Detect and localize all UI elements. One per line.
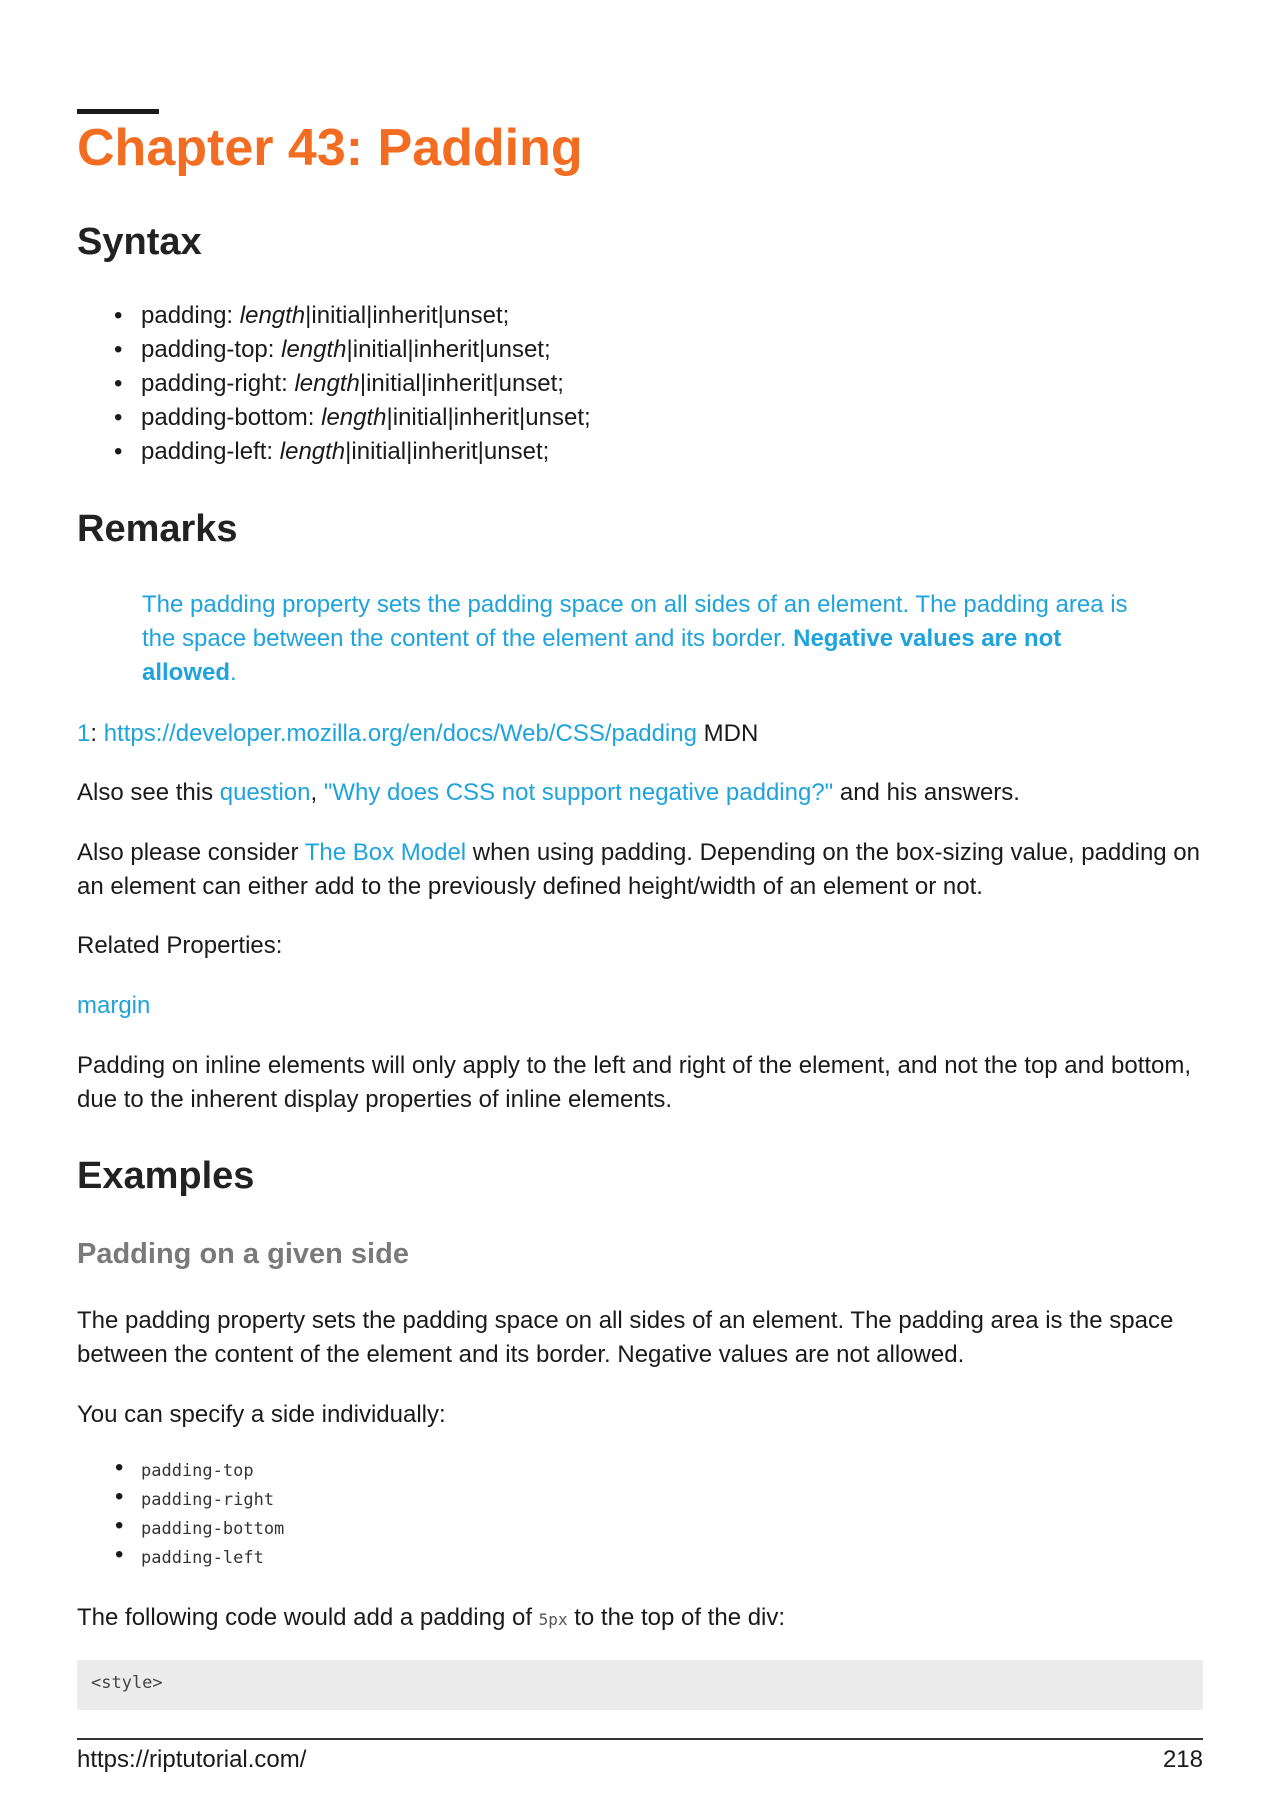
margin-link[interactable]: margin [77,992,151,1019]
syntax-item: • padding-right: length|initial|inherit|unset; [77,367,591,401]
footnote-link[interactable]: 1 [77,720,91,747]
example-intro: The padding property sets the padding space on all sides of an element. The padding area is the space between the content of the element and its border. Negative values are not allowed. [77,1307,1174,1368]
sides-list [77,1457,284,1573]
remarks-quote: The padding property sets the padding space on all sides of an element. The padding area is the space between the content of the element and its border. Negative values are not allowed. [142,591,1128,686]
box-model-link[interactable]: The Box Model [304,839,467,866]
see-also-paragraph: Also see this question, "Why does CSS not support negative padding?" and his answers. [77,779,1020,806]
negative-padding-link[interactable]: "Why does CSS not support negative padding?" [323,779,834,806]
footer-url[interactable]: https://riptutorial.com/ [77,1746,307,1773]
chapter-rule [77,109,159,114]
related-label: Related Properties: [77,932,283,959]
side-item: • padding-right [77,1486,284,1515]
code-line: <style> [91,1673,163,1693]
inline-note: Padding on inline elements will only apply to the left and right of the element, and not the top and bottom, due to the inherent display properties of inline elements. [77,1052,1192,1113]
following-text: The following code would add a padding of 5px to the top of the div: [77,1604,786,1631]
examples-heading: Examples [77,1155,255,1197]
footer-rule [77,1738,1203,1740]
chapter-title: Chapter 43: Padding [77,119,583,177]
specify-text: You can specify a side individually: [77,1401,446,1428]
related-paragraph [77,989,1205,1023]
syntax-item: • padding-top: length|initial|inherit|unset; [77,333,591,367]
example-subheading: Padding on a given side [77,1238,409,1270]
page-number: 218 [1162,1746,1203,1773]
mdn-link[interactable]: https://developer.mozilla.org/en/docs/Web/CSS/padding [103,720,697,747]
question-link[interactable]: question [219,779,311,806]
code-block [77,1660,1203,1710]
remarks-heading: Remarks [77,508,238,550]
box-model-paragraph: Also please consider The Box Model when using padding. Depending on the box-sizing value, padding on an element can either add to the previously defined height/width of an element or not. [77,839,1200,900]
syntax-item: • padding: length|initial|inherit|unset; [77,299,591,333]
syntax-item: • padding-bottom: length|initial|inherit|unset; [77,401,591,435]
side-item: • padding-bottom [77,1515,284,1544]
footnote: 1: https://developer.mozilla.org/en/docs/Web/CSS/padding MDN [77,720,759,747]
syntax-list [77,299,591,469]
inline-code: 5px [538,1610,568,1629]
side-item: • padding-top [77,1457,284,1486]
side-item: • padding-left [77,1544,284,1573]
syntax-heading: Syntax [77,221,202,263]
syntax-item: • padding-left: length|initial|inherit|unset; [77,435,591,469]
